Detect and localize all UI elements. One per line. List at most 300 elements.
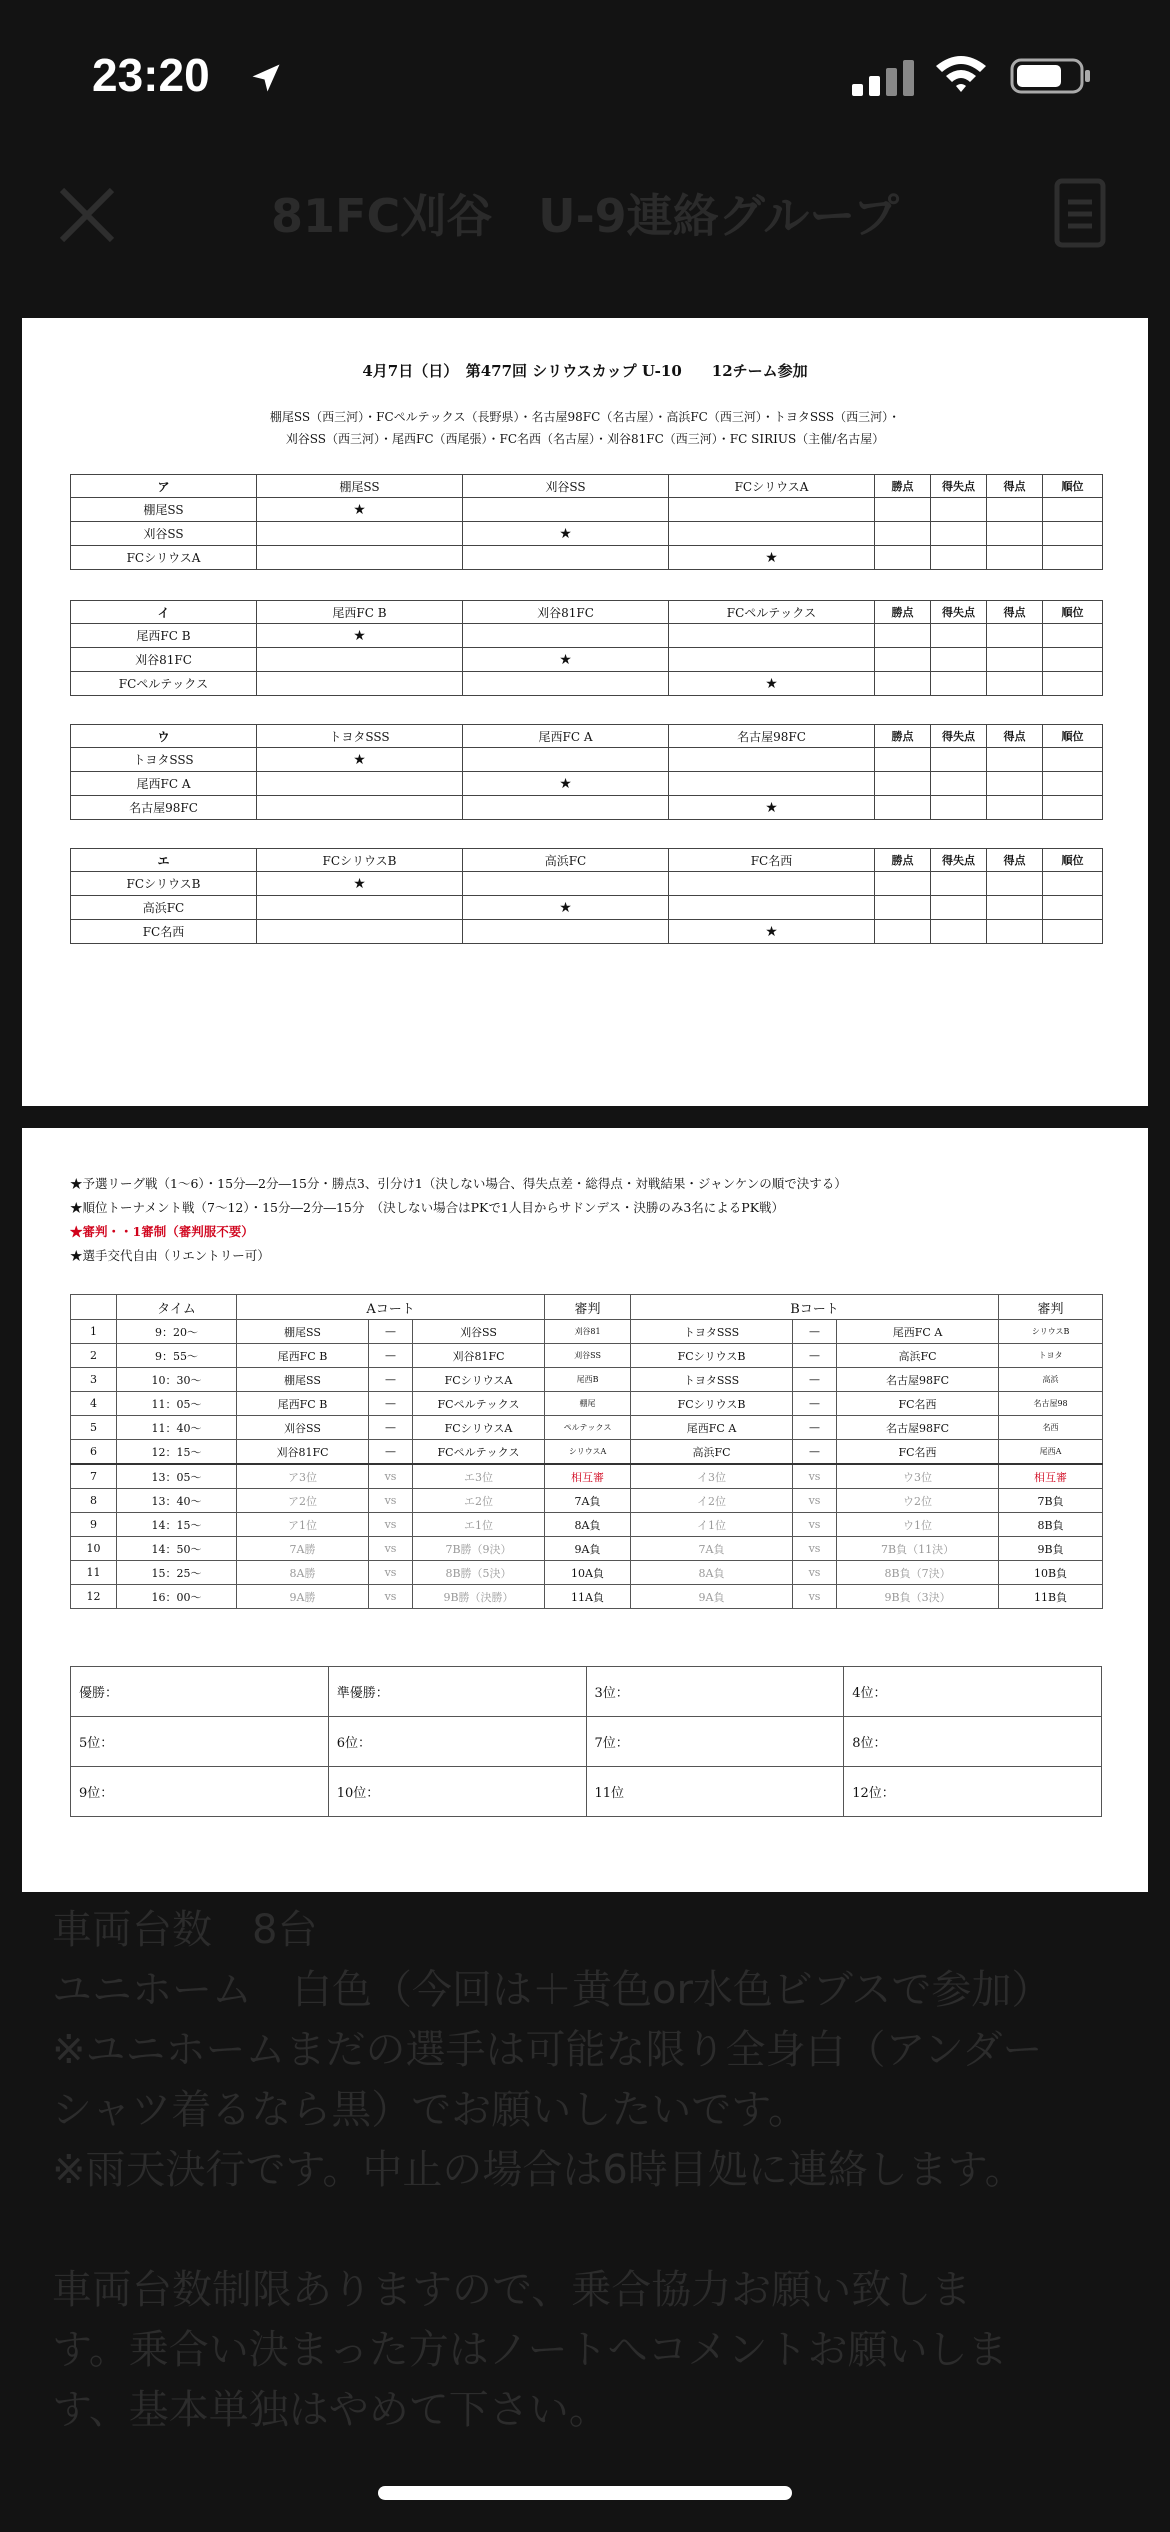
- stat-cell: [1043, 522, 1103, 546]
- placement-cell: 優勝：: [71, 1667, 329, 1717]
- schedule-vs-a: vs: [369, 1585, 413, 1609]
- stat-cell: [1043, 498, 1103, 522]
- schedule-vs-a: —: [369, 1392, 413, 1416]
- team-name: 刈谷81FC: [71, 648, 257, 672]
- placement-cell: 準優勝：: [328, 1667, 586, 1717]
- stat-cell: [931, 872, 987, 896]
- schedule-a1: 尾西FC B: [237, 1344, 369, 1368]
- rule-line: ★予選リーグ戦（1〜6）・15分―2分―15分・勝点3、引分け1（決しない場合、得失点差・総得点・対戦結果・ジャンケンの順で決する）: [70, 1176, 847, 1191]
- schedule-rb: 相互審: [999, 1464, 1103, 1489]
- cellular-signal-icon: [852, 56, 918, 96]
- schedule-b2: 尾西FC A: [837, 1320, 999, 1344]
- match-cell: [669, 648, 875, 672]
- stat-cell: [1043, 648, 1103, 672]
- team-header: FC名西: [669, 849, 875, 872]
- schedule-header-row: [71, 1295, 1103, 1320]
- schedule-no: 7: [71, 1464, 117, 1489]
- header-referee: 審判: [999, 1295, 1103, 1320]
- self-match-star: ★: [257, 624, 463, 648]
- schedule-row: [71, 1368, 1103, 1392]
- schedule-ra: 相互審: [545, 1464, 631, 1489]
- group-row: [71, 872, 1103, 896]
- schedule-no: 9: [71, 1513, 117, 1537]
- battery-icon: [1010, 56, 1092, 96]
- schedule-row: [71, 1489, 1103, 1513]
- match-cell: [257, 672, 463, 696]
- stat-header: 得点: [987, 725, 1043, 748]
- message-line: [52, 2200, 1132, 2260]
- placement-cell: 3位：: [586, 1667, 844, 1717]
- group-row: [71, 546, 1103, 570]
- self-match-star: ★: [463, 522, 669, 546]
- message-line: す、基本単独はやめて下さい。: [52, 2387, 609, 2433]
- schedule-b2: FC名西: [837, 1392, 999, 1416]
- message-line: 車両台数制限ありますので、乗合協力お願い致しま: [52, 2267, 972, 2313]
- stat-cell: [987, 498, 1043, 522]
- stat-header: 勝点: [875, 475, 931, 498]
- schedule-vs-b: vs: [793, 1561, 837, 1585]
- match-cell: [669, 498, 875, 522]
- schedule-ra: ペルテックス: [545, 1416, 631, 1440]
- group-table: [70, 474, 1103, 570]
- team-header: FCシリウスA: [669, 475, 875, 498]
- schedule-ra: 9A負: [545, 1537, 631, 1561]
- group-row: [71, 522, 1103, 546]
- group-row: [71, 772, 1103, 796]
- schedule-rb: 名西: [999, 1416, 1103, 1440]
- stat-cell: [931, 672, 987, 696]
- schedule-vs-b: —: [793, 1416, 837, 1440]
- results-row: [71, 1717, 1102, 1767]
- schedule-vs-b: —: [793, 1320, 837, 1344]
- schedule-vs-b: —: [793, 1344, 837, 1368]
- schedule-b2: ウ3位: [837, 1464, 999, 1489]
- self-match-star: ★: [257, 748, 463, 772]
- schedule-row: [71, 1513, 1103, 1537]
- header-time: タイム: [117, 1295, 237, 1320]
- schedule-vs-a: —: [369, 1416, 413, 1440]
- schedule-time: 13：05〜: [117, 1464, 237, 1489]
- match-cell: [463, 920, 669, 944]
- stat-cell: [1043, 920, 1103, 944]
- header-court-b: Bコート: [631, 1295, 999, 1320]
- placement-cell: 5位：: [71, 1717, 329, 1767]
- schedule-a2: 刈谷81FC: [413, 1344, 545, 1368]
- schedule-b1: 9A負: [631, 1585, 793, 1609]
- schedule-ra: 刈谷SS: [545, 1344, 631, 1368]
- team-header: 高浜FC: [463, 849, 669, 872]
- stat-cell: [875, 624, 931, 648]
- schedule-a1: 尾西FC B: [237, 1392, 369, 1416]
- match-cell: [669, 624, 875, 648]
- stat-cell: [931, 796, 987, 820]
- schedule-no: 1: [71, 1320, 117, 1344]
- schedule-vs-b: —: [793, 1392, 837, 1416]
- team-name: トヨタSSS: [71, 748, 257, 772]
- group-row: [71, 672, 1103, 696]
- schedule-a2: FCペルテックス: [413, 1440, 545, 1465]
- stat-header: 得点: [987, 849, 1043, 872]
- schedule-ra: 棚尾: [545, 1392, 631, 1416]
- schedule-row: [71, 1561, 1103, 1585]
- team-header: 尾西FC B: [257, 601, 463, 624]
- schedule-a2: エ1位: [413, 1513, 545, 1537]
- group-row: [71, 796, 1103, 820]
- schedule-b1: イ3位: [631, 1464, 793, 1489]
- stat-cell: [931, 522, 987, 546]
- schedule-a1: ア2位: [237, 1489, 369, 1513]
- schedule-a2: エ3位: [413, 1464, 545, 1489]
- group-table: [70, 724, 1103, 820]
- schedule-vs-b: —: [793, 1440, 837, 1465]
- stat-cell: [987, 522, 1043, 546]
- schedule-rb: 11B負: [999, 1585, 1103, 1609]
- schedule-time: 14：50〜: [117, 1537, 237, 1561]
- stat-cell: [931, 498, 987, 522]
- schedule-vs-a: vs: [369, 1513, 413, 1537]
- message-line: ※雨天決行です。中止の場合は6時目処に連絡します。: [52, 2147, 1025, 2193]
- team-name: FCシリウスB: [71, 872, 257, 896]
- schedule-rb: 尾西A: [999, 1440, 1103, 1465]
- match-cell: [257, 648, 463, 672]
- schedule-a2: 刈谷SS: [413, 1320, 545, 1344]
- schedule-b1: 尾西FC A: [631, 1416, 793, 1440]
- placement-cell: 11位: [586, 1767, 844, 1817]
- group-row: [71, 498, 1103, 522]
- stat-cell: [1043, 546, 1103, 570]
- match-cell: [669, 772, 875, 796]
- team-name: 刈谷SS: [71, 522, 257, 546]
- team-header: 刈谷SS: [463, 475, 669, 498]
- schedule-a1: 棚尾SS: [237, 1368, 369, 1392]
- self-match-star: ★: [669, 920, 875, 944]
- self-match-star: ★: [463, 648, 669, 672]
- stat-cell: [1043, 796, 1103, 820]
- close-icon[interactable]: [52, 180, 122, 250]
- stat-cell: [931, 772, 987, 796]
- schedule-no: 11: [71, 1561, 117, 1585]
- stat-cell: [987, 872, 1043, 896]
- schedule-time: 15：25〜: [117, 1561, 237, 1585]
- stat-cell: [1043, 772, 1103, 796]
- match-cell: [669, 896, 875, 920]
- note-list-icon[interactable]: [1054, 178, 1106, 248]
- schedule-rb: 10B負: [999, 1561, 1103, 1585]
- group-name: ア: [71, 475, 257, 498]
- match-cell: [669, 522, 875, 546]
- schedule-b1: FCシリウスB: [631, 1344, 793, 1368]
- stat-header: 勝点: [875, 725, 931, 748]
- stat-cell: [931, 624, 987, 648]
- schedule-a1: ア3位: [237, 1464, 369, 1489]
- results-table: [70, 1666, 1102, 1817]
- schedule-vs-a: vs: [369, 1464, 413, 1489]
- schedule-b2: 8B負（7決）: [837, 1561, 999, 1585]
- team-name: FCシリウスA: [71, 546, 257, 570]
- stat-cell: [875, 498, 931, 522]
- schedule-row: [71, 1440, 1103, 1465]
- team-header: 名古屋98FC: [669, 725, 875, 748]
- schedule-ra: 7A負: [545, 1489, 631, 1513]
- match-cell: [257, 522, 463, 546]
- schedule-row: [71, 1537, 1103, 1561]
- schedule-b2: ウ2位: [837, 1489, 999, 1513]
- placement-cell: 7位：: [586, 1717, 844, 1767]
- schedule-no: 12: [71, 1585, 117, 1609]
- match-cell: [257, 546, 463, 570]
- tournament-schedule-image[interactable]: [22, 1128, 1148, 1892]
- self-match-star: ★: [669, 546, 875, 570]
- placement-cell: 10位：: [328, 1767, 586, 1817]
- self-match-star: ★: [463, 896, 669, 920]
- rule-line: ★審判・・1審制（審判服不要）: [70, 1224, 254, 1239]
- group-name: イ: [71, 601, 257, 624]
- schedule-no: 5: [71, 1416, 117, 1440]
- stat-cell: [875, 748, 931, 772]
- schedule-a2: 8B勝（5決）: [413, 1561, 545, 1585]
- match-cell: [669, 872, 875, 896]
- stat-cell: [987, 920, 1043, 944]
- group-name: エ: [71, 849, 257, 872]
- message-text: [52, 1900, 1132, 2440]
- stat-header: 順位: [1043, 601, 1103, 624]
- schedule-b2: ウ1位: [837, 1513, 999, 1537]
- schedule-b1: トヨタSSS: [631, 1368, 793, 1392]
- chat-title: 81FC刈谷 U-9連絡グループ: [271, 189, 899, 243]
- placement-cell: 9位：: [71, 1767, 329, 1817]
- chat-header: [0, 150, 1170, 300]
- schedule-row: [71, 1392, 1103, 1416]
- schedule-a1: 棚尾SS: [237, 1320, 369, 1344]
- stat-header: 得失点: [931, 849, 987, 872]
- schedule-b2: FC名西: [837, 1440, 999, 1465]
- schedule-vs-b: —: [793, 1368, 837, 1392]
- message-line: シャツ着るなら黒）でお願いしたいです。: [52, 2087, 808, 2133]
- self-match-star: ★: [669, 796, 875, 820]
- stat-header: 得失点: [931, 475, 987, 498]
- placement-cell: 4位：: [844, 1667, 1102, 1717]
- stat-cell: [1043, 624, 1103, 648]
- schedule-vs-b: vs: [793, 1585, 837, 1609]
- schedule-rb: トヨタ: [999, 1344, 1103, 1368]
- status-bar: [0, 0, 1170, 150]
- team-name: 尾西FC A: [71, 772, 257, 796]
- schedule-a2: FCシリウスA: [413, 1416, 545, 1440]
- match-cell: [463, 796, 669, 820]
- schedule-vs-a: —: [369, 1440, 413, 1465]
- stat-header: 得点: [987, 475, 1043, 498]
- schedule-no: 10: [71, 1537, 117, 1561]
- schedule-ra: 刈谷81: [545, 1320, 631, 1344]
- schedule-vs-b: vs: [793, 1464, 837, 1489]
- schedule-b1: 7A負: [631, 1537, 793, 1561]
- schedule-no: 4: [71, 1392, 117, 1416]
- schedule-time: 9：55〜: [117, 1344, 237, 1368]
- schedule-rb: 7B負: [999, 1489, 1103, 1513]
- header-court-a: Aコート: [237, 1295, 545, 1320]
- schedule-a1: 9A勝: [237, 1585, 369, 1609]
- schedule-time: 11：40〜: [117, 1416, 237, 1440]
- team-name: FC名西: [71, 920, 257, 944]
- doc-title: 4月7日（日） 第477回 シリウスカップ U-10 12チーム参加: [362, 362, 808, 380]
- match-cell: [257, 796, 463, 820]
- stat-header: 得失点: [931, 725, 987, 748]
- schedule-no: 2: [71, 1344, 117, 1368]
- placement-cell: 6位：: [328, 1717, 586, 1767]
- schedule-rb: シリウスB: [999, 1320, 1103, 1344]
- schedule-ra: 8A負: [545, 1513, 631, 1537]
- schedule-b2: 名古屋98FC: [837, 1368, 999, 1392]
- schedule-b1: 8A負: [631, 1561, 793, 1585]
- placement-cell: 8位：: [844, 1717, 1102, 1767]
- stat-cell: [875, 796, 931, 820]
- team-header: 棚尾SS: [257, 475, 463, 498]
- team-header: 尾西FC A: [463, 725, 669, 748]
- schedule-a2: 9B勝（決勝）: [413, 1585, 545, 1609]
- group-table: [70, 848, 1103, 944]
- stat-cell: [987, 648, 1043, 672]
- team-header: 刈谷81FC: [463, 601, 669, 624]
- schedule-a1: ア1位: [237, 1513, 369, 1537]
- wifi-icon: [934, 52, 988, 96]
- schedule-vs-b: vs: [793, 1513, 837, 1537]
- schedule-ra: 11A負: [545, 1585, 631, 1609]
- schedule-ra: 10A負: [545, 1561, 631, 1585]
- stat-cell: [1043, 872, 1103, 896]
- schedule-a2: FCシリウスA: [413, 1368, 545, 1392]
- group-table: [70, 600, 1103, 696]
- match-cell: [463, 872, 669, 896]
- schedule-time: 14：15〜: [117, 1513, 237, 1537]
- location-arrow-icon: [248, 60, 284, 96]
- stat-cell: [931, 920, 987, 944]
- team-header: FCペルテックス: [669, 601, 875, 624]
- schedule-a1: 刈谷SS: [237, 1416, 369, 1440]
- stat-cell: [875, 772, 931, 796]
- self-match-star: ★: [669, 672, 875, 696]
- rules-list: [70, 1172, 847, 1268]
- schedule-no: 3: [71, 1368, 117, 1392]
- team-header: FCシリウスB: [257, 849, 463, 872]
- schedule-vs-a: —: [369, 1368, 413, 1392]
- schedule-rb: 高浜: [999, 1368, 1103, 1392]
- schedule-row: [71, 1585, 1103, 1609]
- stat-cell: [875, 872, 931, 896]
- schedule-row: [71, 1464, 1103, 1489]
- group-row: [71, 624, 1103, 648]
- schedule-vs-b: vs: [793, 1537, 837, 1561]
- rule-line: ★順位トーナメント戦（7〜12）・15分―2分―15分 （決しない場合はPKで1人目からサドンデス・決勝のみ3名によるPK戦）: [70, 1200, 785, 1215]
- schedule-vs-a: vs: [369, 1489, 413, 1513]
- schedule-rb: 名古屋98: [999, 1392, 1103, 1416]
- schedule-rb: 9B負: [999, 1537, 1103, 1561]
- schedule-row: [71, 1320, 1103, 1344]
- stat-cell: [875, 546, 931, 570]
- stat-cell: [931, 648, 987, 672]
- stat-cell: [931, 896, 987, 920]
- group-row: [71, 896, 1103, 920]
- team-name: 名古屋98FC: [71, 796, 257, 820]
- team-name: FCペルテックス: [71, 672, 257, 696]
- stat-header: 順位: [1043, 725, 1103, 748]
- team-name: 高浜FC: [71, 896, 257, 920]
- match-cell: [463, 546, 669, 570]
- message-line: ※ユニホームまだの選手は可能な限り全身白（アンダー: [52, 2027, 1043, 2073]
- stat-cell: [875, 672, 931, 696]
- stat-cell: [987, 624, 1043, 648]
- schedule-b2: 高浜FC: [837, 1344, 999, 1368]
- schedule-b1: トヨタSSS: [631, 1320, 793, 1344]
- stat-cell: [987, 796, 1043, 820]
- match-cell: [257, 896, 463, 920]
- schedule-b1: イ2位: [631, 1489, 793, 1513]
- schedule-vs-a: —: [369, 1344, 413, 1368]
- schedule-ra: 尾西B: [545, 1368, 631, 1392]
- teams-line: 棚尾SS（西三河）・FCペルテックス（長野県）・名古屋98FC（名古屋）・高浜FC（西三河）・トヨタSSS（西三河）・: [269, 410, 901, 424]
- self-match-star: ★: [257, 872, 463, 896]
- results-row: [71, 1767, 1102, 1817]
- stat-cell: [987, 546, 1043, 570]
- schedule-row: [71, 1344, 1103, 1368]
- group-row: [71, 648, 1103, 672]
- schedule-rb: 8B負: [999, 1513, 1103, 1537]
- stat-header: 得失点: [931, 601, 987, 624]
- stat-cell: [987, 896, 1043, 920]
- schedule-a1: 7A勝: [237, 1537, 369, 1561]
- placement-cell: 12位：: [844, 1767, 1102, 1817]
- stat-cell: [987, 772, 1043, 796]
- schedule-a1: 刈谷81FC: [237, 1440, 369, 1465]
- stat-cell: [875, 648, 931, 672]
- schedule-time: 13：40〜: [117, 1489, 237, 1513]
- self-match-star: ★: [257, 498, 463, 522]
- status-time: 23:20: [92, 49, 210, 101]
- home-indicator[interactable]: [378, 2486, 792, 2500]
- schedule-b2: 7B負（11決）: [837, 1537, 999, 1561]
- schedule-b2: 名古屋98FC: [837, 1416, 999, 1440]
- team-name: 棚尾SS: [71, 498, 257, 522]
- stat-header: 得点: [987, 601, 1043, 624]
- match-cell: [463, 624, 669, 648]
- stat-header: 順位: [1043, 475, 1103, 498]
- schedule-no: 8: [71, 1489, 117, 1513]
- group-row: [71, 748, 1103, 772]
- results-row: [71, 1667, 1102, 1717]
- stat-cell: [875, 920, 931, 944]
- stat-cell: [1043, 748, 1103, 772]
- message-line: 車両台数 8台: [52, 1907, 318, 1953]
- match-cell: [463, 748, 669, 772]
- stat-header: 順位: [1043, 849, 1103, 872]
- schedule-vs-a: vs: [369, 1537, 413, 1561]
- schedule-ra: シリウスA: [545, 1440, 631, 1465]
- schedule-a2: FCペルテックス: [413, 1392, 545, 1416]
- rule-line: ★選手交代自由（リエントリー可）: [70, 1248, 270, 1263]
- schedule-vs-a: vs: [369, 1561, 413, 1585]
- tournament-groups-image[interactable]: [22, 318, 1148, 1106]
- message-line: ユニホーム 白色（今回は＋黄色or水色ビブスで参加）: [52, 1967, 1052, 2013]
- match-cell: [463, 498, 669, 522]
- schedule-a2: エ2位: [413, 1489, 545, 1513]
- schedule-a2: 7B勝（9決）: [413, 1537, 545, 1561]
- stat-cell: [875, 896, 931, 920]
- message-line: す。乗合い決まった方はノートへコメントお願いしま: [52, 2327, 1008, 2373]
- match-cell: [669, 748, 875, 772]
- schedule-row: [71, 1416, 1103, 1440]
- schedule-b1: イ1位: [631, 1513, 793, 1537]
- stat-cell: [875, 522, 931, 546]
- schedule-time: 11：05〜: [117, 1392, 237, 1416]
